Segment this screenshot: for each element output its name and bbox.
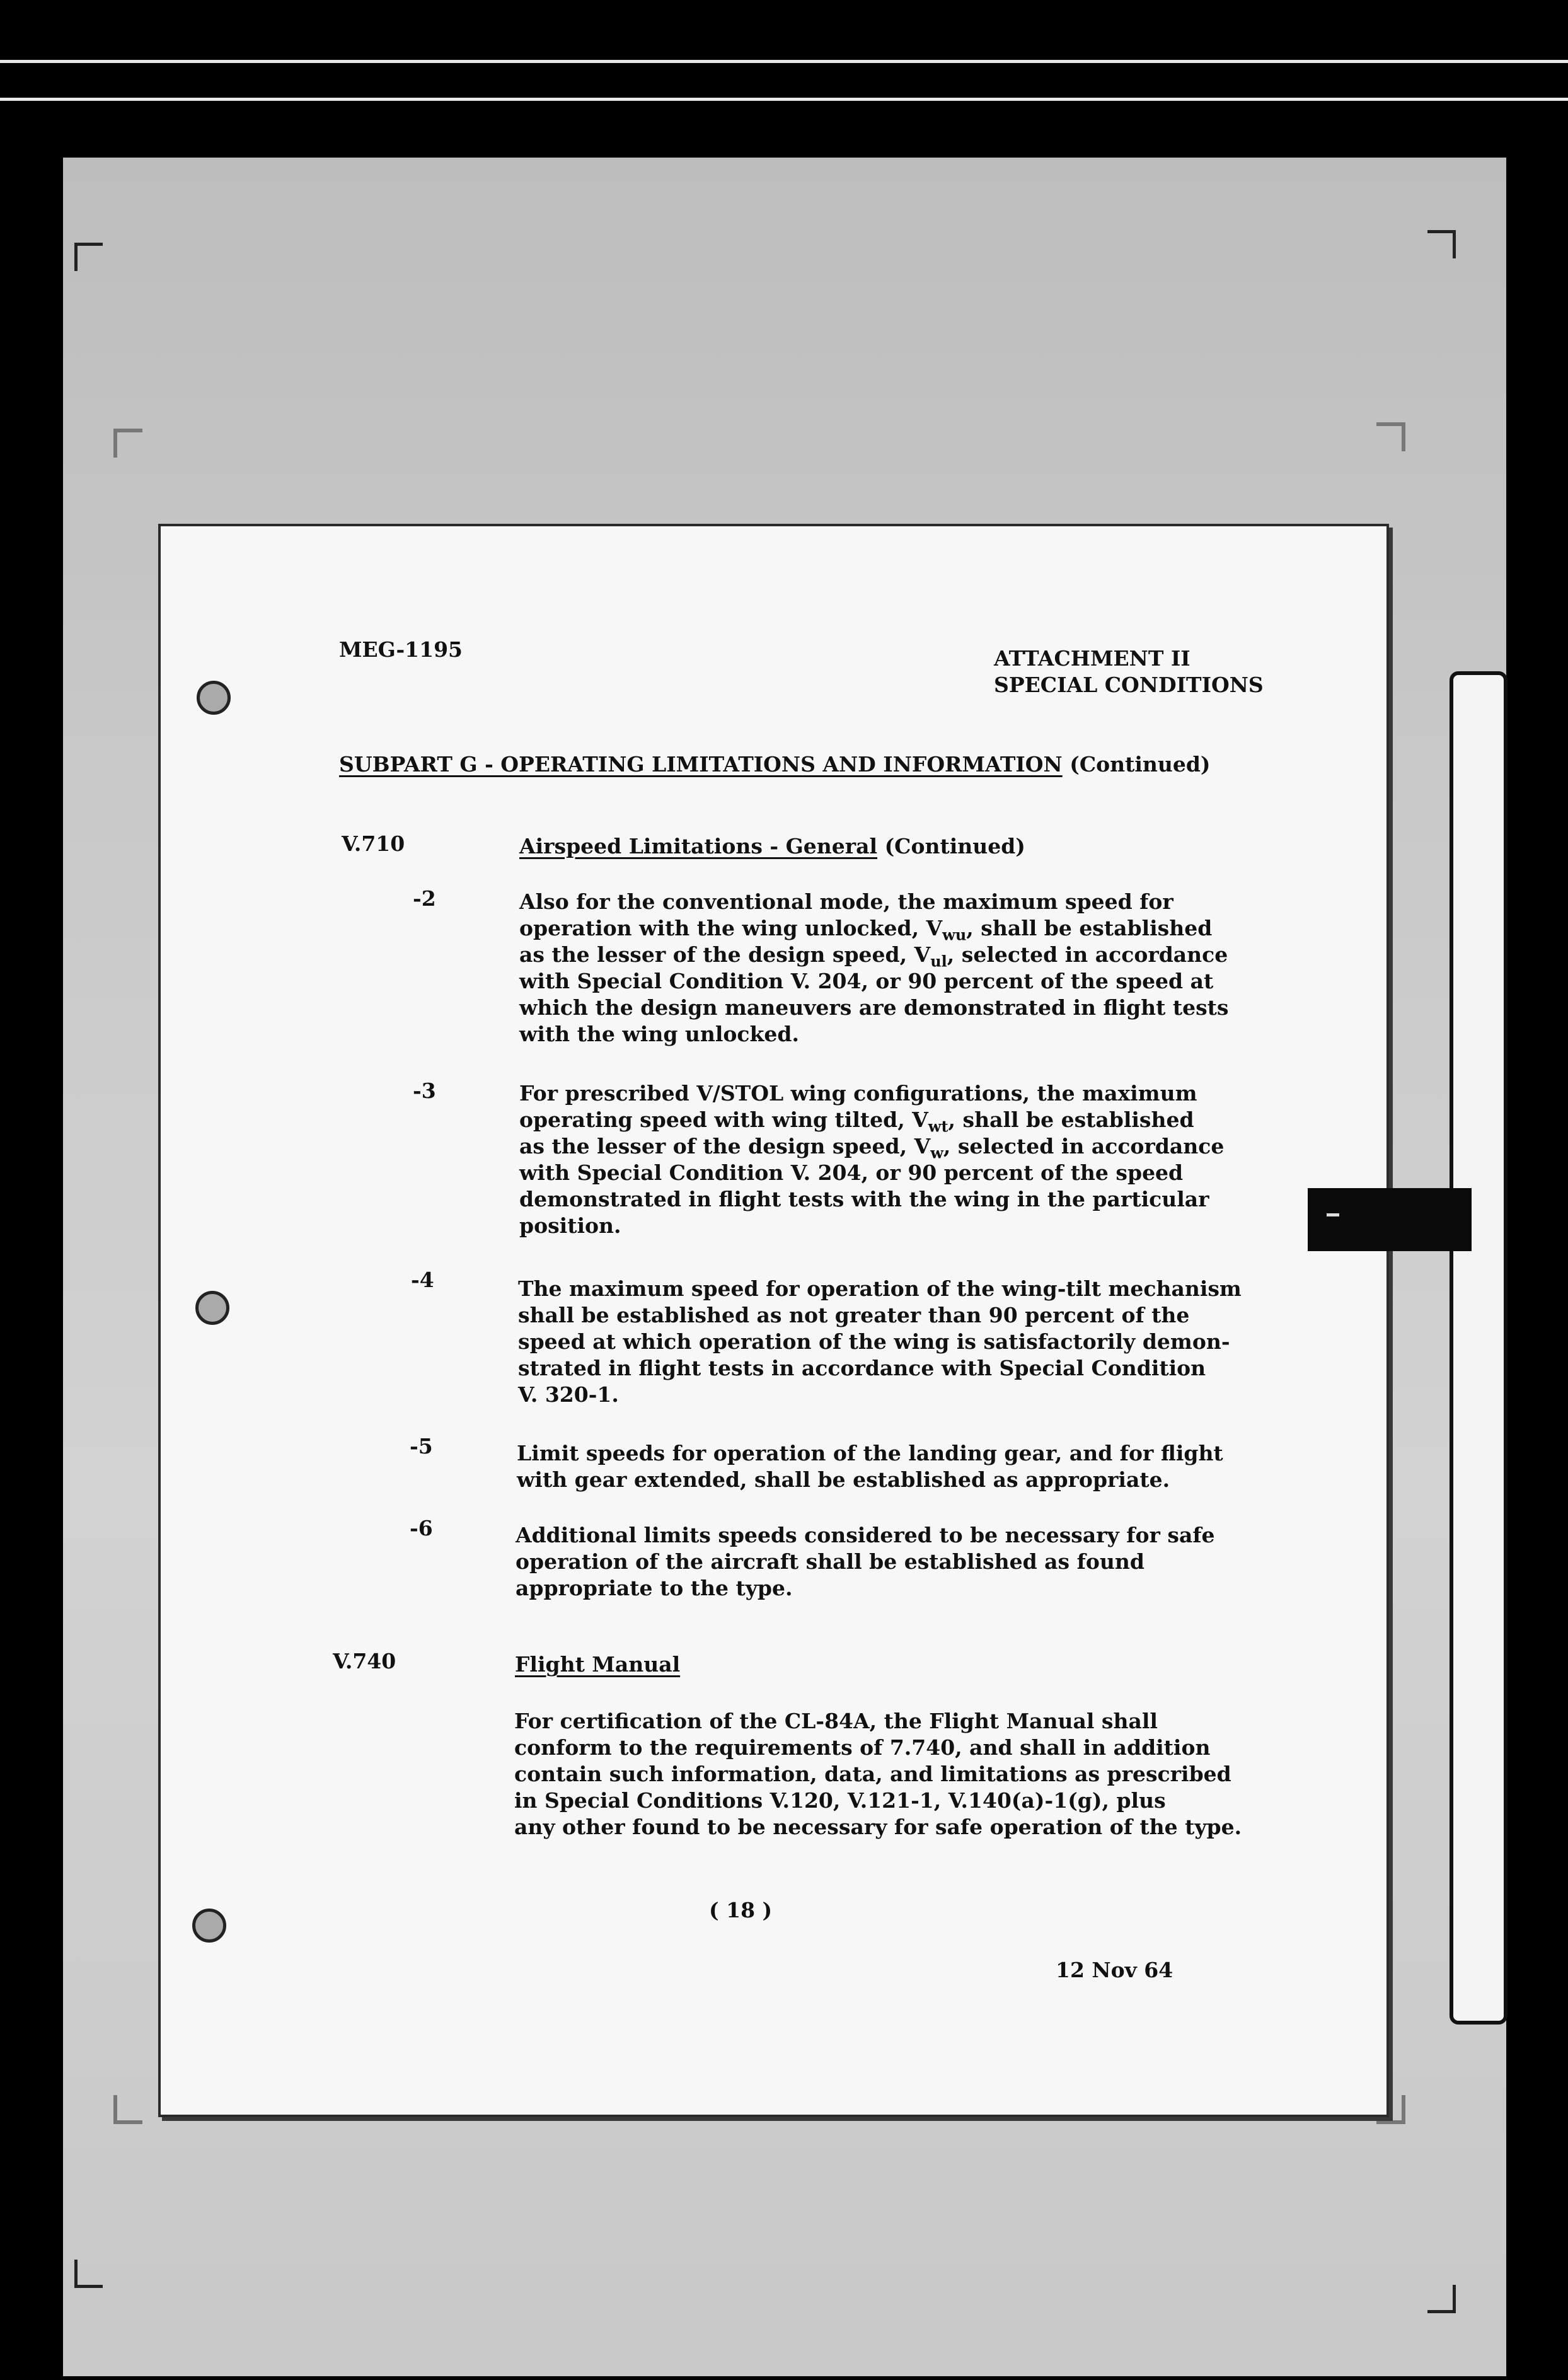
section-continued-710: (Continued) (884, 834, 1025, 858)
punch-hole-top (197, 681, 231, 715)
text-line: as the lesser of the design speed, $V_{ul}$, selected in accordance (519, 942, 1228, 971)
text-line: V. 320-1. (518, 1382, 619, 1407)
item-number: -3 (413, 1078, 436, 1103)
text-line: strated in flight tests in accordance with Special Condition (518, 1356, 1206, 1380)
attachment-label: ATTACHMENT II (994, 646, 1190, 671)
section-number-740: V.740 (333, 1649, 396, 1673)
punch-hole-bottom (192, 1909, 226, 1943)
item-paragraph-5 (517, 1440, 1223, 1493)
inner-crop-mark-top-left (113, 429, 142, 458)
section-heading-710 (519, 833, 1025, 860)
binder-tab (1308, 1188, 1472, 1251)
item-paragraph-6 (516, 1522, 1215, 1602)
subpart-title: SUBPART G - OPERATING LIMITATIONS AND INFORMATION (339, 752, 1063, 777)
binder-tab-mark (1327, 1213, 1339, 1216)
text-line: contain such information, data, and limitations as prescribed (514, 1762, 1231, 1786)
section-title-740: Flight Manual (515, 1652, 681, 1677)
film-line-1 (0, 60, 1568, 63)
text-line: position. (519, 1213, 621, 1238)
text-line: For certification of the CL-84A, the Flight Manual shall (514, 1709, 1158, 1733)
item-number: -4 (411, 1268, 434, 1292)
text-line: operation of the aircraft shall be established as found (516, 1549, 1144, 1574)
text-line: any other found to be necessary for safe operation of the type. (514, 1815, 1242, 1839)
text-line: The maximum speed for operation of the wing-tilt mechanism (518, 1276, 1242, 1301)
punch-hole-middle (195, 1291, 229, 1325)
text-line: with the wing unlocked. (519, 1022, 799, 1046)
text-line: which the design maneuvers are demonstrated in flight tests (519, 995, 1229, 1020)
document-date: 12 Nov 64 (1056, 1958, 1173, 1982)
film-border-top (0, 0, 1568, 145)
crop-mark-top-left (74, 243, 103, 271)
text-line: with gear extended, shall be established as appropriate. (517, 1467, 1170, 1492)
text-line: shall be established as not greater than 90 percent of the (518, 1303, 1190, 1327)
flight-manual-paragraph (514, 1708, 1242, 1840)
item-paragraph-4 (518, 1276, 1242, 1408)
item-number: -2 (413, 886, 436, 911)
item-number: -5 (410, 1434, 433, 1459)
text-line: Limit speeds for operation of the landing gear, and for flight (517, 1441, 1223, 1465)
special-conditions-label: SPECIAL CONDITIONS (994, 673, 1264, 697)
text-line: with Special Condition V. 204, or 90 percent of the speed (519, 1160, 1184, 1185)
text-line: operating speed with wing tilted, $V_{wt}$, shall be established (519, 1107, 1194, 1136)
crop-mark-bottom-right (1427, 2285, 1456, 2313)
item-number: -6 (410, 1516, 433, 1540)
subpart-title-line (339, 751, 1211, 778)
section-title-710: Airspeed Limitations - General (519, 834, 878, 858)
text-line: with Special Condition V. 204, or 90 percent of the speed at (519, 969, 1214, 993)
binder-edge (1450, 671, 1507, 2025)
inner-crop-mark-top-right (1376, 422, 1405, 451)
text-line: demonstrated in flight tests with the wing in the particular (519, 1187, 1209, 1211)
text-line: Also for the conventional mode, the maximum speed for (519, 889, 1173, 914)
crop-mark-bottom-left (74, 2260, 103, 2288)
item-paragraph-3 (519, 1080, 1224, 1239)
text-line: in Special Conditions V.120, V.121-1, V.140(a)-1(g), plus (514, 1788, 1166, 1813)
text-line: conform to the requirements of 7.740, and shall in addition (514, 1735, 1211, 1760)
film-line-2 (0, 98, 1568, 101)
text-line: appropriate to the type. (516, 1576, 793, 1600)
text-line: as the lesser of the design speed, $V_w$, selected in accordance (519, 1134, 1225, 1162)
text-line: operation with the wing unlocked, $V_{wu}$, shall be established (519, 916, 1213, 944)
text-line: For prescribed V/STOL wing configurations, the maximum (519, 1081, 1197, 1106)
item-paragraph-2 (519, 889, 1229, 1048)
doc-id: MEG-1195 (339, 637, 463, 662)
inner-crop-mark-bottom-left (113, 2095, 142, 2124)
page-number: ( 18 ) (709, 1898, 773, 1922)
crop-mark-top-right (1427, 230, 1456, 258)
section-number-710: V.710 (342, 831, 405, 856)
text-line: Additional limits speeds considered to be necessary for safe (516, 1523, 1215, 1547)
subpart-continued: (Continued) (1069, 752, 1211, 777)
text-line: speed at which operation of the wing is satisfactorily demon- (518, 1329, 1230, 1354)
